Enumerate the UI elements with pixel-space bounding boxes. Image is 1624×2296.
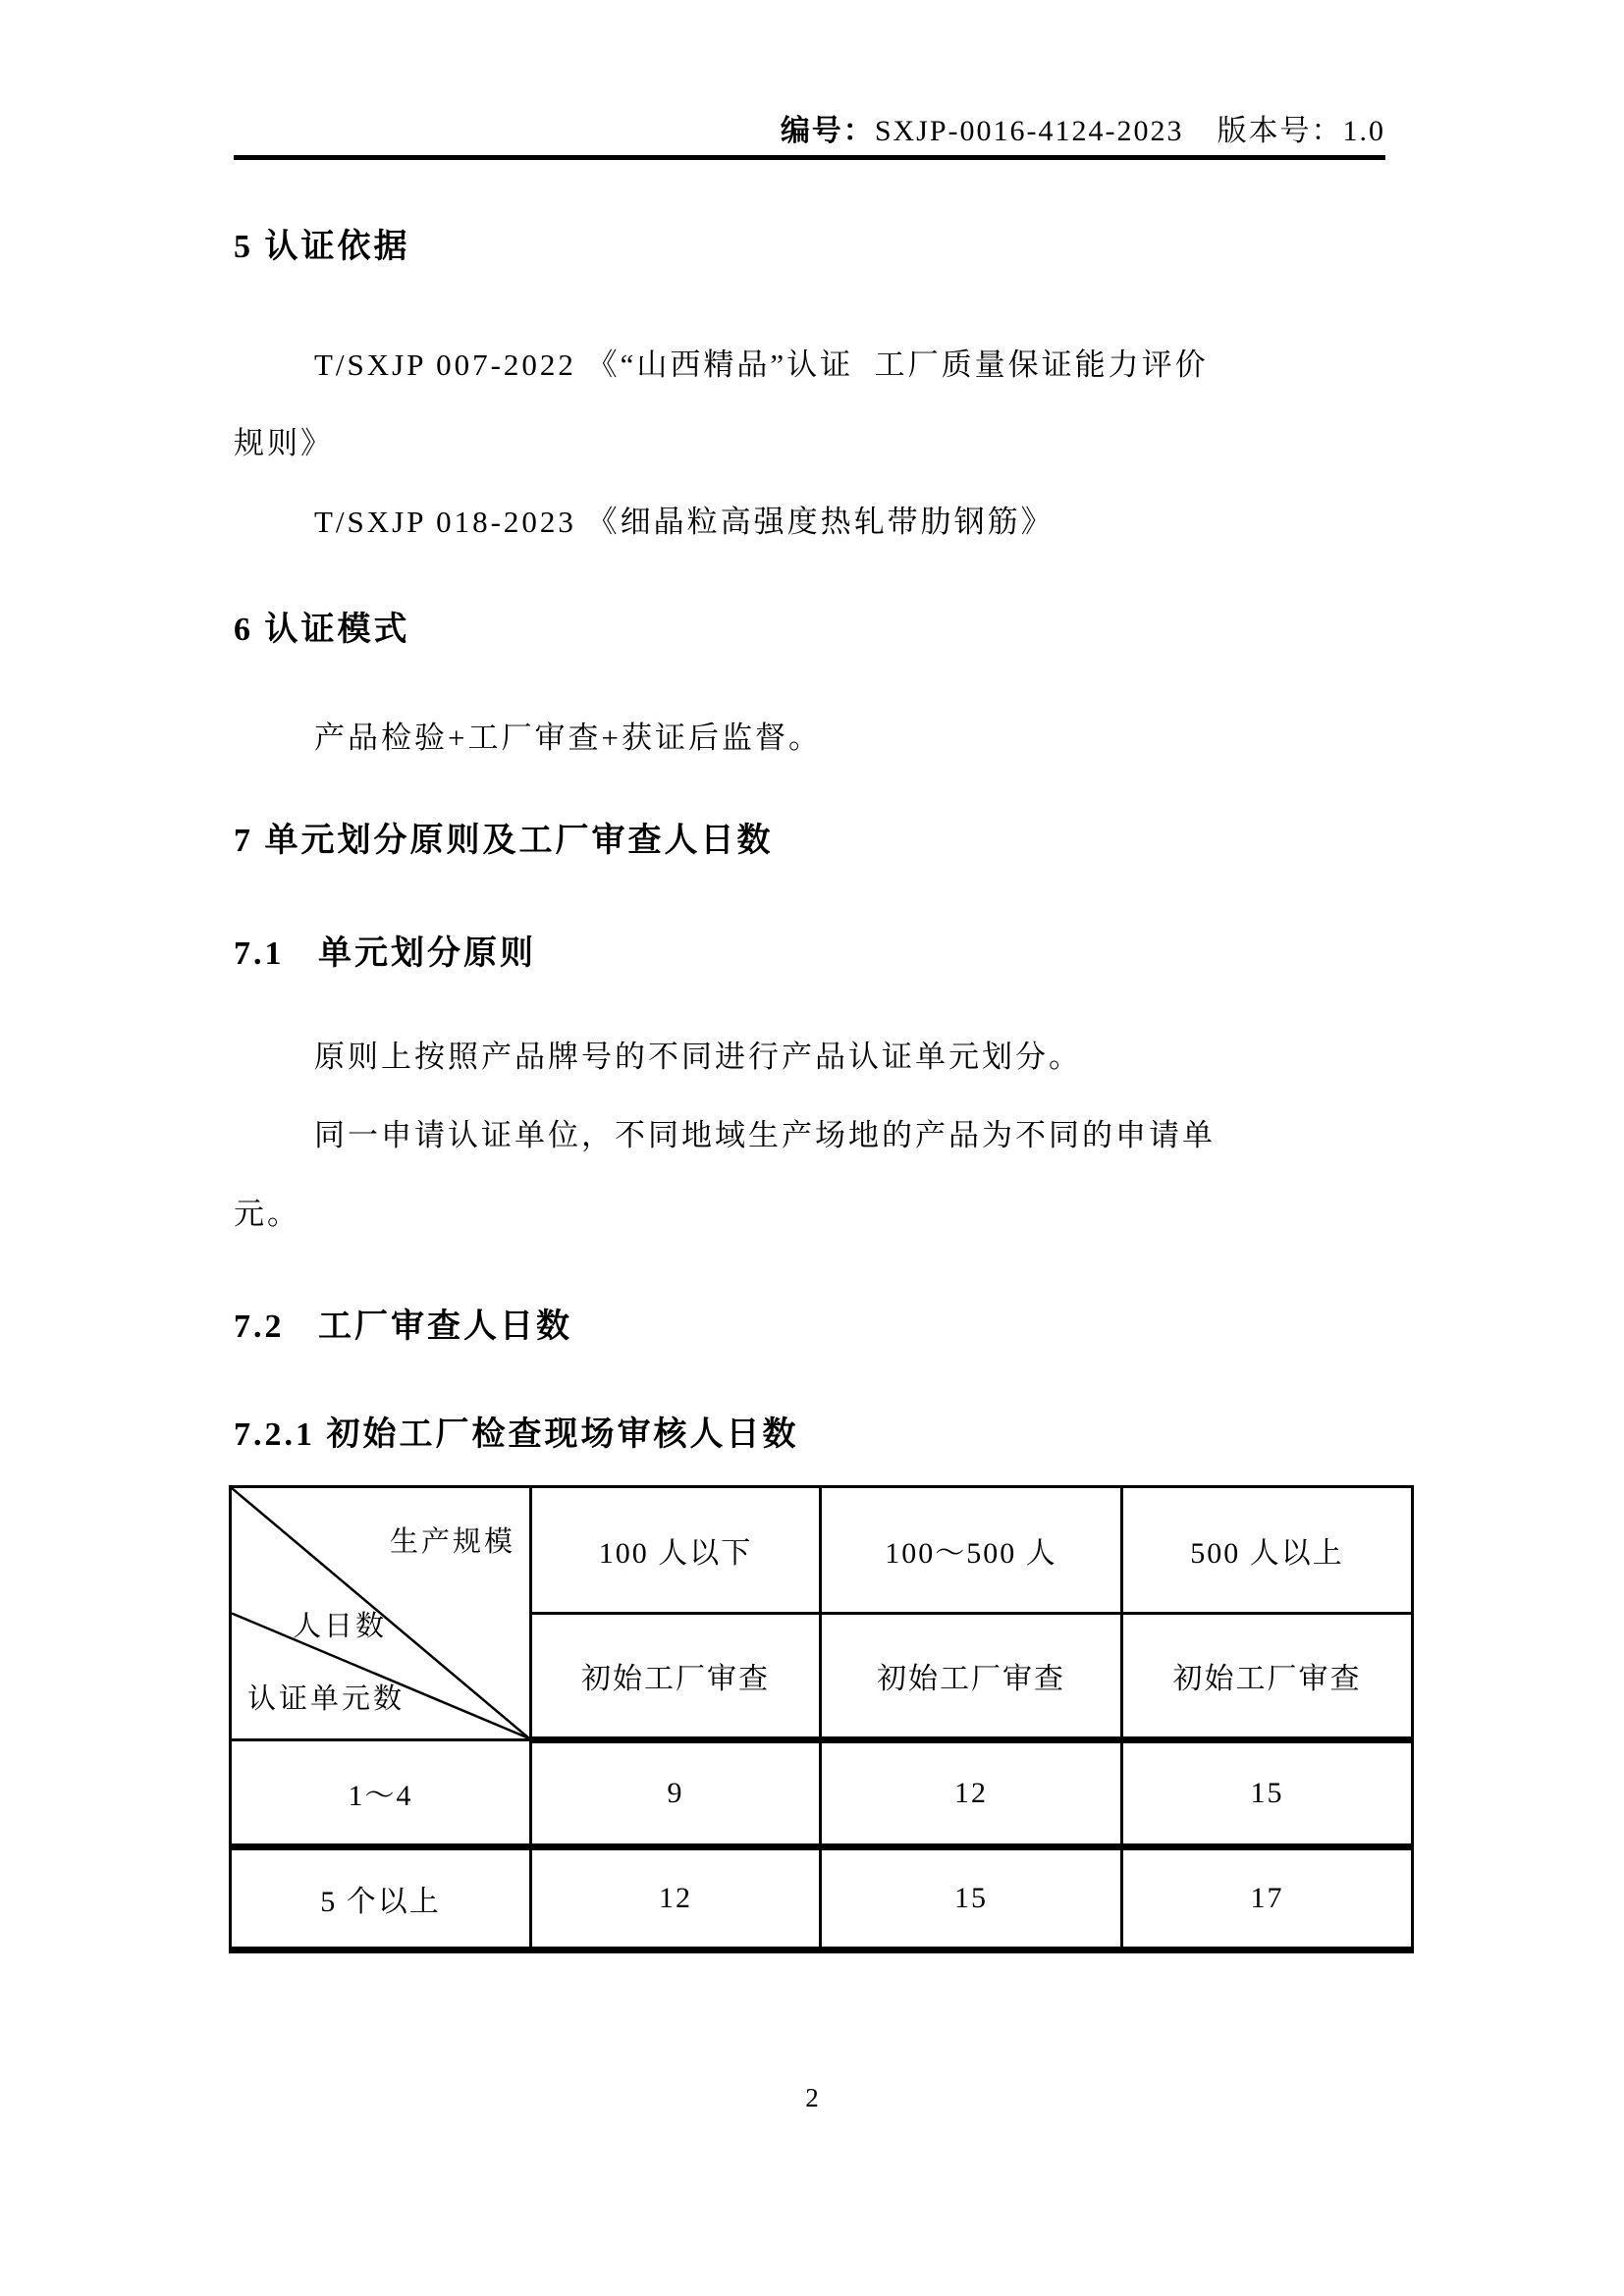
section-7-1-line-2: 同一申请认证单位，不同地域生产场地的产品为不同的申请单 [314,1118,1216,1152]
table-header-row-1 [231,1487,1413,1614]
content-column [234,196,1397,1953]
col-header-over-500: 500 人以上 [1122,1487,1413,1614]
section-7-1-line-1: 原则上按照产品牌号的不同进行产品认证单元划分。 [314,1040,1082,1074]
row-label-1-4: 1～4 [231,1740,531,1847]
row-label-5-plus: 5 个以上 [231,1847,531,1950]
doc-version-value: 1.0 [1342,115,1385,147]
section-5-line-1: T/SXJP 007-2022 《“山西精品”认证 工厂质量保证能力评价 [314,347,1209,382]
corner-label-man-days: 人日数 [293,1611,388,1642]
value-1-4-100-500: 12 [821,1740,1122,1847]
value-1-4-over-500: 15 [1122,1740,1413,1847]
table-row-units-1-4 [231,1740,1413,1847]
section-7-1-line-3: 元。 [234,1197,300,1231]
corner-label-production-scale: 生产规模 [389,1526,515,1558]
section-6-body: 产品检验+工厂审查+获证后监督。 [314,721,822,755]
table-row-units-5-plus [231,1847,1413,1950]
doc-version-label: 版本号： [1217,115,1343,147]
section-7-2-heading: 7.2 工厂审查人日数 [234,1308,572,1345]
sub-header-initial-audit-2: 初始工厂审查 [821,1614,1122,1740]
col-header-100-500: 100～500 人 [821,1487,1122,1614]
section-7-heading: 7 单元划分原则及工厂审查人日数 [234,823,774,859]
sub-header-initial-audit-1: 初始工厂审查 [531,1614,821,1740]
section-5-line-3: T/SXJP 018-2023 《细晶粒高强度热轧带肋钢筋》 [314,505,1055,539]
corner-label-cert-units: 认证单元数 [247,1683,406,1715]
audit-man-days-table [229,1485,1414,1953]
value-5-plus-over-500: 17 [1122,1847,1413,1950]
value-5-plus-100-500: 15 [821,1847,1122,1950]
page-number: 2 [805,2083,819,2112]
diagonal-corner-cell [231,1487,531,1740]
section-6-heading: 6 认证模式 [234,612,410,648]
section-7-2-1-heading: 7.2.1 初始工厂检查现场审核人日数 [234,1416,799,1453]
sub-header-initial-audit-3: 初始工厂审查 [1122,1614,1413,1740]
doc-code-label: 编号： [780,115,875,147]
col-header-under-100: 100 人以下 [531,1487,821,1614]
header-rule [234,155,1385,160]
section-5-heading: 5 认证依据 [234,229,410,265]
section-5-line-2: 规则》 [234,426,334,460]
section-7-1-heading: 7.1 单元划分原则 [234,935,536,972]
doc-code-value: SXJP-0016-4124-2023 [874,115,1184,147]
value-5-plus-under-100: 12 [531,1847,821,1950]
document-header-meta [781,106,1385,149]
value-1-4-under-100: 9 [531,1740,821,1847]
